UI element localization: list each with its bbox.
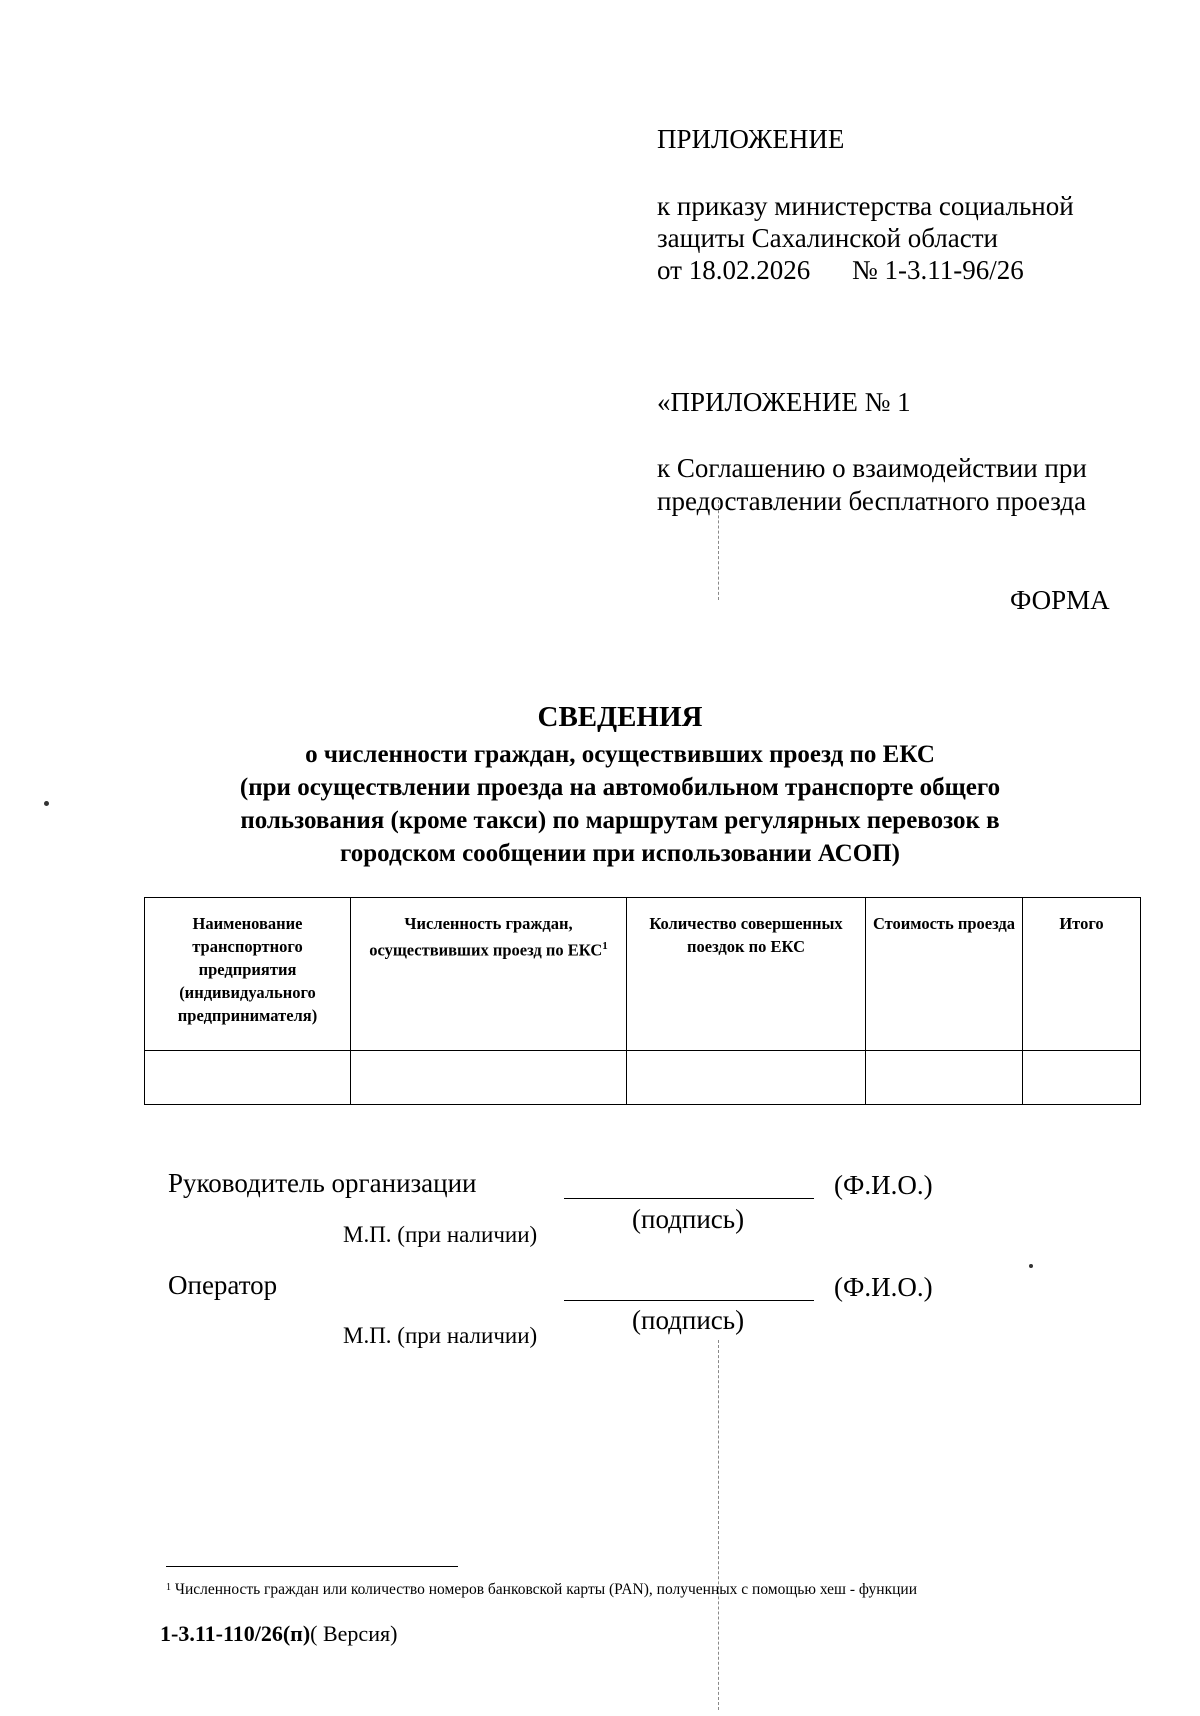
scan-speck	[1029, 1264, 1033, 1268]
subtitle-line: (при осуществлении проезда на автомобильном транспорте общего	[239, 774, 1001, 801]
version-line	[160, 1620, 397, 1648]
column-header-company: Наименование транспортного предприятия (индивидуального предпринимателя)	[145, 898, 351, 1051]
annex-title: «ПРИЛОЖЕНИЕ № 1	[657, 387, 911, 417]
operator-signature-line[interactable]	[564, 1300, 814, 1301]
table-cell[interactable]	[1023, 1051, 1141, 1105]
director-fio-label: (Ф.И.О.)	[834, 1170, 933, 1200]
director-signature-line[interactable]	[564, 1198, 814, 1199]
annex-line-2: предоставлении бесплатного проезда	[657, 486, 1087, 516]
order-reference-line-2: защиты Сахалинской области	[657, 223, 998, 253]
director-label: Руководитель организации	[168, 1168, 477, 1198]
column-header-total: Итого	[1023, 898, 1141, 1051]
operator-fio-label: (Ф.И.О.)	[834, 1272, 933, 1302]
table-row	[145, 1051, 1141, 1105]
footnote-reference: 1	[602, 940, 608, 952]
form-label: ФОРМА	[1010, 585, 1110, 615]
director-signature-caption: (подпись)	[632, 1204, 745, 1234]
operator-label: Оператор	[168, 1270, 278, 1300]
footnote-text: Численность граждан или количество номеров банковской карты (PAN), полученных с помощью хеш - функции	[174, 1581, 918, 1598]
column-header-citizens-count	[351, 898, 627, 1051]
order-reference-line-1: к приказу министерства социальной	[657, 191, 1074, 221]
scan-fold-mark	[718, 1340, 719, 1710]
subtitle-line: городском сообщении при использовании АСОП)	[340, 840, 900, 867]
table-cell[interactable]	[351, 1051, 627, 1105]
subtitle-line: пользования (кроме такси) по маршрутам регулярных перевозок в	[240, 807, 1000, 834]
column-header-fare: Стоимость проезда	[866, 898, 1023, 1051]
footnote	[166, 1580, 917, 1600]
footnote-mark: 1	[166, 1582, 171, 1593]
order-number: № 1-3.11-96/26	[852, 255, 1024, 285]
table-header-row	[145, 898, 1141, 1051]
data-table	[144, 897, 1141, 1105]
document-subtitle	[140, 738, 1100, 870]
annex-line-1: к Соглашению о взаимодействии при	[657, 453, 1087, 483]
column-header-citizens-text: Численность граждан, осуществивших проезд по ЕКС	[369, 914, 603, 960]
appendix-title: ПРИЛОЖЕНИЕ	[657, 124, 845, 154]
scan-speck	[44, 801, 49, 806]
table-cell[interactable]	[866, 1051, 1023, 1105]
operator-stamp-label: М.П. (при наличии)	[343, 1323, 538, 1348]
subtitle-line: о численности граждан, осуществивших проезд по ЕКС	[305, 741, 935, 768]
table-cell[interactable]	[627, 1051, 866, 1105]
operator-signature-caption: (подпись)	[632, 1305, 745, 1335]
version-code: 1-3.11-110/26(п)	[160, 1621, 311, 1646]
column-header-trips-count: Количество совершенных поездок по ЕКС	[627, 898, 866, 1051]
table-cell[interactable]	[145, 1051, 351, 1105]
footnote-separator	[166, 1566, 458, 1567]
order-date: от 18.02.2026	[657, 255, 811, 285]
version-label: ( Версия)	[310, 1621, 398, 1646]
director-stamp-label: М.П. (при наличии)	[343, 1222, 538, 1247]
document-title: СВЕДЕНИЯ	[537, 701, 703, 733]
